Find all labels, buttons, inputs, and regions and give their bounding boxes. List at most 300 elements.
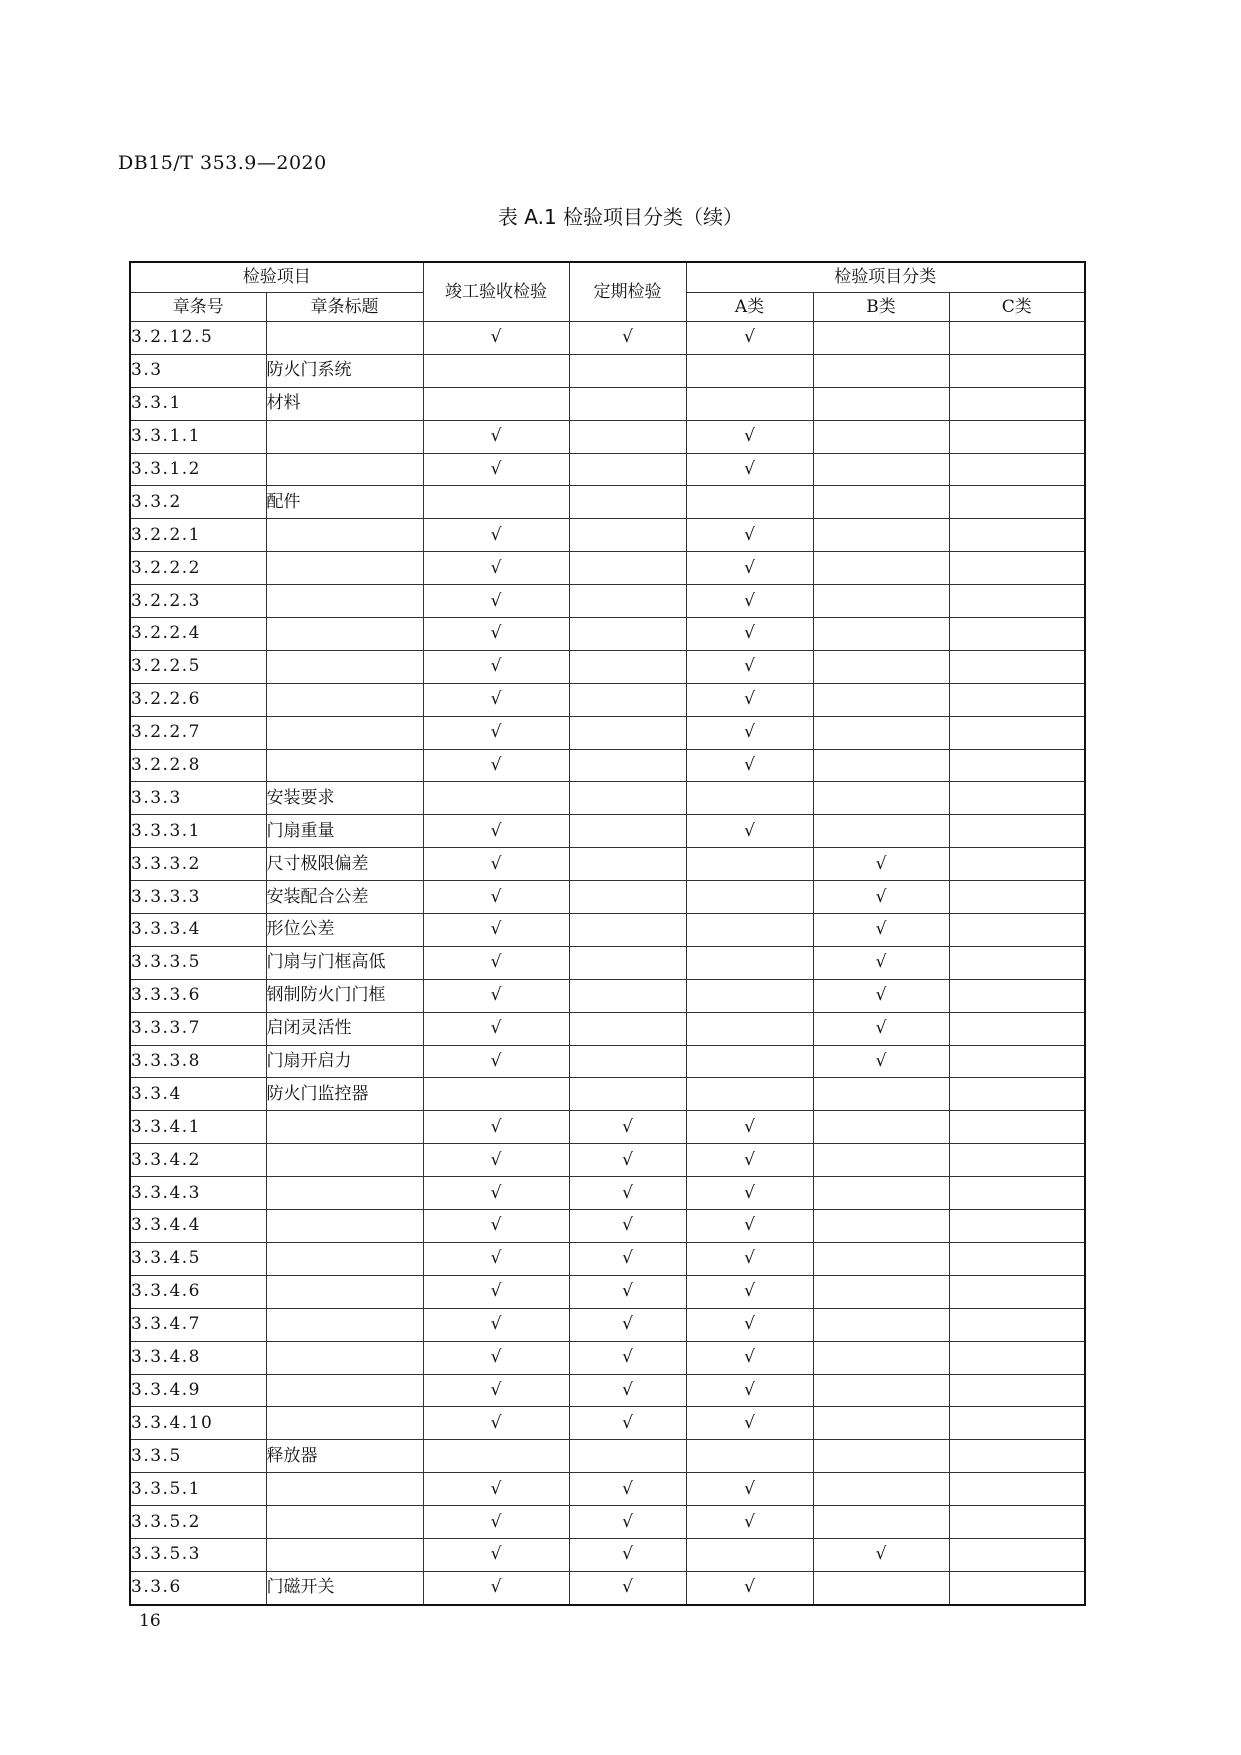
a-check-cell: [686, 387, 813, 420]
a-check-cell: [686, 1242, 813, 1275]
clause-number-cell: 3.3.3.8: [130, 1045, 266, 1078]
check-mark-icon: √: [490, 985, 502, 1006]
c-check-cell: [949, 650, 1085, 683]
clause-title-cell: 启闭灵活性: [266, 1012, 423, 1045]
periodic-check-cell: [569, 1242, 686, 1275]
check-mark-icon: √: [490, 1412, 502, 1433]
clause-number-cell: 3.3.3.4: [130, 914, 266, 947]
check-mark-icon: √: [490, 1149, 502, 1170]
check-mark-icon: √: [622, 1347, 633, 1368]
check-mark-icon: √: [490, 1116, 502, 1137]
periodic-check-cell: [569, 354, 686, 387]
c-check-cell: [949, 552, 1085, 585]
periodic-check-cell: [569, 387, 686, 420]
periodic-check-cell: [569, 519, 686, 552]
table-row: [130, 420, 1085, 453]
completion-check-cell: [423, 1571, 569, 1604]
a-check-cell: [686, 1538, 813, 1571]
clause-title-cell: [266, 618, 423, 651]
clause-number-cell: 3.3.5.1: [130, 1473, 266, 1506]
clause-title-cell: 尺寸极限偏差: [266, 848, 423, 881]
completion-check-cell: [423, 946, 569, 979]
c-check-cell: [949, 322, 1085, 355]
completion-check-cell: [423, 1210, 569, 1243]
check-mark-icon: √: [490, 689, 502, 710]
clause-title-cell: [266, 1538, 423, 1571]
a-check-cell: [686, 1506, 813, 1539]
clause-title-cell: 门扇与门框高低: [266, 946, 423, 979]
check-mark-icon: √: [490, 557, 502, 578]
clause-number-cell: 3.3.5.2: [130, 1506, 266, 1539]
check-mark-icon: √: [744, 1215, 755, 1236]
c-check-cell: [949, 585, 1085, 618]
b-check-cell: [813, 322, 949, 355]
check-mark-icon: √: [744, 1379, 755, 1400]
a-check-cell: [686, 1012, 813, 1045]
clause-title-cell: 门扇开启力: [266, 1045, 423, 1078]
clause-title-cell: [266, 1275, 423, 1308]
table-row: [130, 1308, 1085, 1341]
a-check-cell: [686, 618, 813, 651]
completion-check-cell: [423, 1308, 569, 1341]
clause-title-cell: 释放器: [266, 1440, 423, 1473]
clause-number-cell: 3.3.1.1: [130, 420, 266, 453]
b-check-cell: [813, 552, 949, 585]
c-check-cell: [949, 1374, 1085, 1407]
table-row: [130, 1374, 1085, 1407]
periodic-check-cell: [569, 716, 686, 749]
clause-number-cell: 3.3.3.3: [130, 881, 266, 914]
a-check-cell: [686, 1407, 813, 1440]
a-check-cell: [686, 815, 813, 848]
clause-number-cell: 3.3.3: [130, 782, 266, 815]
completion-check-cell: [423, 716, 569, 749]
check-mark-icon: √: [490, 1577, 502, 1598]
c-check-cell: [949, 1111, 1085, 1144]
completion-check-cell: [423, 1045, 569, 1078]
completion-check-cell: [423, 552, 569, 585]
completion-check-cell: [423, 979, 569, 1012]
periodic-check-cell: [569, 453, 686, 486]
completion-check-cell: [423, 1111, 569, 1144]
c-check-cell: [949, 387, 1085, 420]
check-mark-icon: √: [744, 1182, 755, 1203]
clause-title-cell: 安装配合公差: [266, 881, 423, 914]
clause-number-cell: 3.2.2.7: [130, 716, 266, 749]
b-check-cell: [813, 1242, 949, 1275]
periodic-check-cell: [569, 881, 686, 914]
check-mark-icon: √: [744, 755, 755, 776]
c-check-cell: [949, 1473, 1085, 1506]
b-check-cell: [813, 848, 949, 881]
clause-number-cell: 3.3.1: [130, 387, 266, 420]
clause-title-cell: [266, 1374, 423, 1407]
periodic-check-cell: [569, 1374, 686, 1407]
check-mark-icon: √: [490, 1478, 502, 1499]
c-check-cell: [949, 946, 1085, 979]
completion-check-cell: [423, 650, 569, 683]
header-clause-no: 章条号: [130, 293, 266, 322]
header-clause-title: 章条标题: [266, 293, 423, 322]
table-row: [130, 354, 1085, 387]
table-row: [130, 1078, 1085, 1111]
a-check-cell: [686, 914, 813, 947]
a-check-cell: [686, 1045, 813, 1078]
check-mark-icon: √: [622, 1248, 633, 1269]
table-row: [130, 749, 1085, 782]
check-mark-icon: √: [490, 426, 502, 447]
clause-title-cell: [266, 322, 423, 355]
a-check-cell: [686, 552, 813, 585]
b-check-cell: [813, 1440, 949, 1473]
table-row: [130, 1045, 1085, 1078]
c-check-cell: [949, 1308, 1085, 1341]
header-inspection-item: 检验项目: [130, 262, 423, 293]
table-row: [130, 1407, 1085, 1440]
check-mark-icon: √: [744, 656, 755, 677]
a-check-cell: [686, 1078, 813, 1111]
b-check-cell: [813, 1571, 949, 1604]
periodic-check-cell: [569, 420, 686, 453]
table-row: [130, 815, 1085, 848]
check-mark-icon: √: [490, 853, 502, 874]
clause-number-cell: 3.2.2.5: [130, 650, 266, 683]
inspection-classification-table: [129, 261, 1086, 1606]
a-check-cell: [686, 354, 813, 387]
check-mark-icon: √: [875, 853, 887, 874]
check-mark-icon: √: [490, 722, 502, 743]
clause-title-cell: [266, 1111, 423, 1144]
check-mark-icon: √: [875, 1018, 887, 1039]
a-check-cell: [686, 1473, 813, 1506]
c-check-cell: [949, 420, 1085, 453]
clause-number-cell: 3.3.2: [130, 486, 266, 519]
c-check-cell: [949, 618, 1085, 651]
table-row: [130, 1242, 1085, 1275]
check-mark-icon: √: [875, 919, 887, 940]
clause-number-cell: 3.3.4: [130, 1078, 266, 1111]
table-row: [130, 1538, 1085, 1571]
check-mark-icon: √: [875, 985, 887, 1006]
clause-title-cell: [266, 1210, 423, 1243]
c-check-cell: [949, 716, 1085, 749]
clause-number-cell: 3.3.4.1: [130, 1111, 266, 1144]
periodic-check-cell: [569, 618, 686, 651]
table-row: [130, 650, 1085, 683]
b-check-cell: [813, 1210, 949, 1243]
check-mark-icon: √: [490, 1182, 502, 1203]
a-check-cell: [686, 1571, 813, 1604]
clause-number-cell: 3.2.2.6: [130, 683, 266, 716]
header-class-c: C类: [949, 293, 1085, 322]
a-check-cell: [686, 650, 813, 683]
clause-title-cell: 防火门监控器: [266, 1078, 423, 1111]
periodic-check-cell: [569, 683, 686, 716]
a-check-cell: [686, 716, 813, 749]
check-mark-icon: √: [490, 459, 502, 479]
check-mark-icon: √: [744, 1281, 755, 1302]
clause-title-cell: [266, 716, 423, 749]
clause-number-cell: 3.3.4.5: [130, 1242, 266, 1275]
check-mark-icon: √: [744, 1314, 755, 1335]
table-row: [130, 1144, 1085, 1177]
a-check-cell: [686, 519, 813, 552]
completion-check-cell: [423, 1341, 569, 1374]
periodic-check-cell: [569, 815, 686, 848]
b-check-cell: [813, 519, 949, 552]
check-mark-icon: √: [744, 820, 755, 841]
a-check-cell: [686, 1210, 813, 1243]
check-mark-icon: √: [744, 722, 755, 743]
completion-check-cell: [423, 486, 569, 519]
check-mark-icon: √: [744, 426, 755, 447]
table-row: [130, 322, 1085, 355]
completion-check-cell: [423, 322, 569, 355]
header-completion-inspection: 竣工验收检验: [423, 262, 569, 322]
periodic-check-cell: [569, 946, 686, 979]
clause-title-cell: [266, 749, 423, 782]
c-check-cell: [949, 1210, 1085, 1243]
check-mark-icon: √: [744, 1511, 755, 1532]
c-check-cell: [949, 1341, 1085, 1374]
clause-number-cell: 3.2.2.1: [130, 519, 266, 552]
clause-number-cell: 3.3.1.2: [130, 453, 266, 486]
b-check-cell: [813, 1538, 949, 1571]
check-mark-icon: √: [744, 1248, 755, 1269]
b-check-cell: [813, 946, 949, 979]
completion-check-cell: [423, 914, 569, 947]
b-check-cell: [813, 1078, 949, 1111]
clause-title-cell: 门扇重量: [266, 815, 423, 848]
check-mark-icon: √: [490, 919, 502, 940]
completion-check-cell: [423, 1374, 569, 1407]
b-check-cell: [813, 881, 949, 914]
b-check-cell: [813, 749, 949, 782]
c-check-cell: [949, 1571, 1085, 1604]
clause-number-cell: 3.3.4.4: [130, 1210, 266, 1243]
periodic-check-cell: [569, 749, 686, 782]
c-check-cell: [949, 914, 1085, 947]
table-row: [130, 848, 1085, 881]
clause-title-cell: [266, 1407, 423, 1440]
b-check-cell: [813, 979, 949, 1012]
clause-title-cell: 门磁开关: [266, 1571, 423, 1604]
check-mark-icon: √: [622, 1182, 633, 1203]
check-mark-icon: √: [490, 886, 502, 907]
c-check-cell: [949, 1275, 1085, 1308]
clause-number-cell: 3.3.5.3: [130, 1538, 266, 1571]
check-mark-icon: √: [875, 1544, 887, 1565]
clause-title-cell: [266, 1506, 423, 1539]
document-code: DB15/T 353.9—2020: [118, 152, 327, 174]
clause-number-cell: 3.2.2.4: [130, 618, 266, 651]
check-mark-icon: √: [490, 1215, 502, 1236]
check-mark-icon: √: [622, 327, 633, 348]
clause-number-cell: 3.3.4.7: [130, 1308, 266, 1341]
header-class-b: B类: [813, 293, 949, 322]
b-check-cell: [813, 1012, 949, 1045]
check-mark-icon: √: [490, 1051, 502, 1072]
header-row-top: [130, 262, 1085, 293]
a-check-cell: [686, 848, 813, 881]
completion-check-cell: [423, 1473, 569, 1506]
check-mark-icon: √: [622, 1412, 633, 1433]
check-mark-icon: √: [490, 1379, 502, 1400]
check-mark-icon: √: [744, 1116, 755, 1137]
b-check-cell: [813, 1045, 949, 1078]
completion-check-cell: [423, 782, 569, 815]
table-row: [130, 1012, 1085, 1045]
a-check-cell: [686, 486, 813, 519]
a-check-cell: [686, 420, 813, 453]
table-row: [130, 1440, 1085, 1473]
check-mark-icon: √: [490, 1018, 502, 1039]
check-mark-icon: √: [490, 590, 502, 611]
clause-title-cell: [266, 552, 423, 585]
periodic-check-cell: [569, 1012, 686, 1045]
table-row: [130, 782, 1085, 815]
completion-check-cell: [423, 749, 569, 782]
check-mark-icon: √: [744, 1412, 755, 1433]
clause-number-cell: 3.3.3.6: [130, 979, 266, 1012]
clause-number-cell: 3.3.4.8: [130, 1341, 266, 1374]
clause-number-cell: 3.3.3.7: [130, 1012, 266, 1045]
periodic-check-cell: [569, 552, 686, 585]
table-row: [130, 1177, 1085, 1210]
clause-number-cell: 3.3.4.9: [130, 1374, 266, 1407]
c-check-cell: [949, 453, 1085, 486]
completion-check-cell: [423, 354, 569, 387]
check-mark-icon: √: [622, 1314, 633, 1335]
table-row: [130, 618, 1085, 651]
check-mark-icon: √: [875, 1051, 887, 1072]
c-check-cell: [949, 1440, 1085, 1473]
c-check-cell: [949, 1177, 1085, 1210]
a-check-cell: [686, 1275, 813, 1308]
periodic-check-cell: [569, 979, 686, 1012]
clause-title-cell: [266, 1341, 423, 1374]
a-check-cell: [686, 946, 813, 979]
b-check-cell: [813, 453, 949, 486]
b-check-cell: [813, 387, 949, 420]
clause-number-cell: 3.3.4.2: [130, 1144, 266, 1177]
check-mark-icon: √: [490, 755, 502, 776]
clause-number-cell: 3.3.5: [130, 1440, 266, 1473]
b-check-cell: [813, 1374, 949, 1407]
c-check-cell: [949, 486, 1085, 519]
check-mark-icon: √: [490, 1544, 502, 1565]
table-row: [130, 1341, 1085, 1374]
clause-title-cell: 防火门系统: [266, 354, 423, 387]
clause-number-cell: 3.3.4.6: [130, 1275, 266, 1308]
b-check-cell: [813, 1473, 949, 1506]
clause-number-cell: 3.2.2.3: [130, 585, 266, 618]
c-check-cell: [949, 1538, 1085, 1571]
b-check-cell: [813, 1341, 949, 1374]
periodic-check-cell: [569, 1210, 686, 1243]
c-check-cell: [949, 1078, 1085, 1111]
periodic-check-cell: [569, 650, 686, 683]
clause-title-cell: [266, 519, 423, 552]
check-mark-icon: √: [744, 557, 755, 578]
a-check-cell: [686, 1177, 813, 1210]
a-check-cell: [686, 1144, 813, 1177]
c-check-cell: [949, 782, 1085, 815]
table-row: [130, 1473, 1085, 1506]
table-row: [130, 552, 1085, 585]
periodic-check-cell: [569, 1473, 686, 1506]
periodic-check-cell: [569, 1144, 686, 1177]
completion-check-cell: [423, 1177, 569, 1210]
clause-title-cell: [266, 1473, 423, 1506]
c-check-cell: [949, 683, 1085, 716]
check-mark-icon: √: [744, 1347, 755, 1368]
completion-check-cell: [423, 881, 569, 914]
clause-title-cell: [266, 1308, 423, 1341]
table-row: [130, 1210, 1085, 1243]
completion-check-cell: [423, 1242, 569, 1275]
periodic-check-cell: [569, 1111, 686, 1144]
check-mark-icon: √: [744, 327, 755, 348]
completion-check-cell: [423, 848, 569, 881]
a-check-cell: [686, 1308, 813, 1341]
c-check-cell: [949, 1144, 1085, 1177]
periodic-check-cell: [569, 585, 686, 618]
page-number: 16: [139, 1611, 161, 1631]
periodic-check-cell: [569, 848, 686, 881]
a-check-cell: [686, 881, 813, 914]
check-mark-icon: √: [744, 689, 755, 710]
check-mark-icon: √: [744, 590, 755, 611]
check-mark-icon: √: [744, 623, 755, 644]
clause-title-cell: [266, 1177, 423, 1210]
a-check-cell: [686, 749, 813, 782]
check-mark-icon: √: [622, 1116, 633, 1137]
b-check-cell: [813, 716, 949, 749]
c-check-cell: [949, 1045, 1085, 1078]
b-check-cell: [813, 354, 949, 387]
periodic-check-cell: [569, 1045, 686, 1078]
check-mark-icon: √: [490, 656, 502, 677]
check-mark-icon: √: [622, 1511, 633, 1532]
clause-title-cell: 形位公差: [266, 914, 423, 947]
periodic-check-cell: [569, 1177, 686, 1210]
table-title: 表 A.1 检验项目分类（续）: [497, 205, 744, 229]
a-check-cell: [686, 1374, 813, 1407]
b-check-cell: [813, 650, 949, 683]
clause-number-cell: 3.3.3.2: [130, 848, 266, 881]
b-check-cell: [813, 1144, 949, 1177]
completion-check-cell: [423, 1407, 569, 1440]
check-mark-icon: √: [622, 1281, 633, 1302]
check-mark-icon: √: [744, 524, 755, 545]
b-check-cell: [813, 420, 949, 453]
b-check-cell: [813, 1407, 949, 1440]
c-check-cell: [949, 1506, 1085, 1539]
table-row: [130, 585, 1085, 618]
c-check-cell: [949, 979, 1085, 1012]
clause-title-cell: 钢制防火门门框: [266, 979, 423, 1012]
check-mark-icon: √: [622, 1577, 633, 1598]
clause-title-cell: [266, 650, 423, 683]
table-row: [130, 519, 1085, 552]
check-mark-icon: √: [622, 1544, 633, 1565]
clause-title-cell: 安装要求: [266, 782, 423, 815]
c-check-cell: [949, 815, 1085, 848]
check-mark-icon: √: [875, 952, 887, 973]
clause-title-cell: 配件: [266, 486, 423, 519]
b-check-cell: [813, 1506, 949, 1539]
